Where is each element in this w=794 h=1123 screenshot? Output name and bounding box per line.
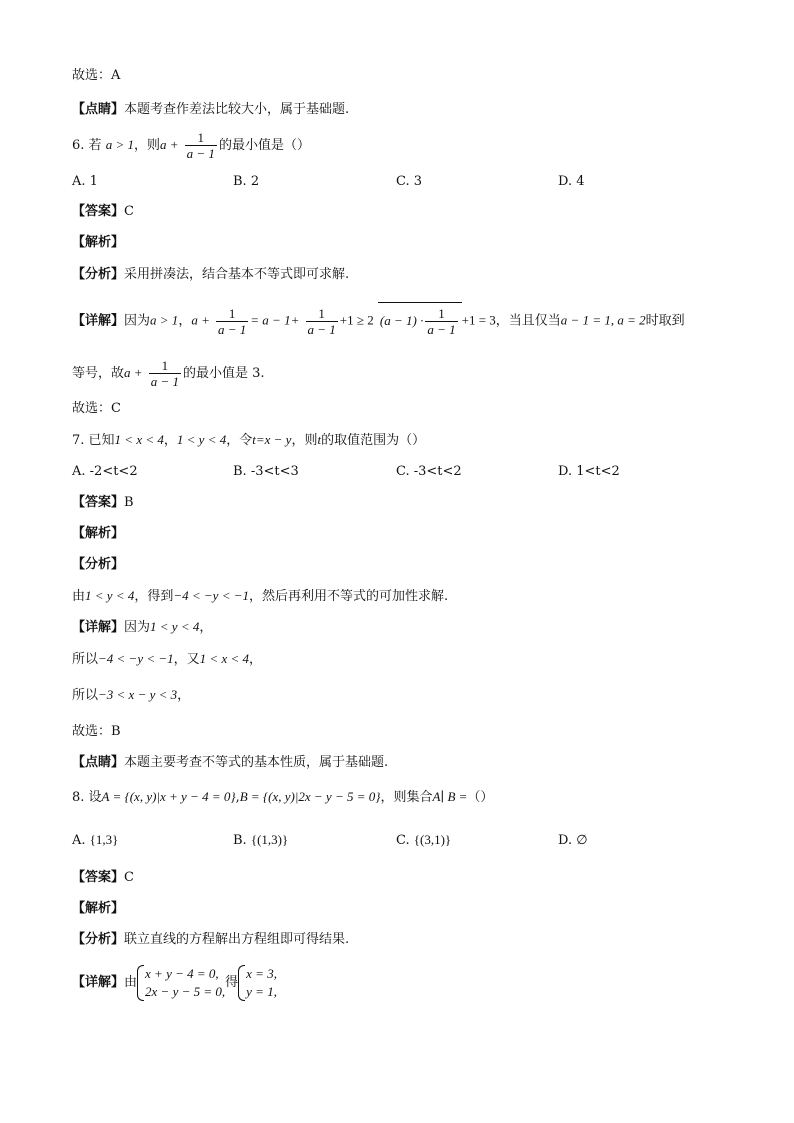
q8-system-2: x = 3, y = 1, xyxy=(238,965,277,1001)
q6-pre: 6. 若 xyxy=(72,138,102,153)
q6-expr: a + xyxy=(159,137,179,152)
q7-analysis-tag: 【分析】 xyxy=(72,557,125,572)
q7-step2: 所以−3 < x − y < 3， xyxy=(72,687,191,703)
q7-choose: 故选：B xyxy=(72,724,121,739)
q7-answer: 【答案】B xyxy=(72,495,134,510)
q8-option-b[interactable]: B. {(1,3)} xyxy=(233,832,289,848)
q6-sep: ，则 xyxy=(133,138,160,153)
q8-analysis: 【分析】联立直线的方程解出方程组即可得结果. xyxy=(72,932,350,947)
q6-choose: 故选：C xyxy=(72,401,121,416)
q8-option-d[interactable]: D. ∅ xyxy=(558,832,588,848)
q6-post: 的最小值是（） xyxy=(218,138,310,153)
q6-fraction: $\frac{1}{a - 1}$ xyxy=(186,130,215,161)
q6-option-a[interactable]: A. 1 xyxy=(72,174,98,189)
q6-analysis: 【分析】采用拼凑法，结合基本不等式即可求解. xyxy=(72,267,350,282)
q7-analysis: 由1 < y < 4，得到−4 < −y < −1，然后再利用不等式的可加性求解. xyxy=(72,588,449,604)
q6-stem xyxy=(72,130,310,161)
q6-option-c[interactable]: C. 3 xyxy=(396,174,423,189)
choose-a-line: 故选：A xyxy=(72,68,121,83)
q6-option-b[interactable]: B. 2 xyxy=(233,174,260,189)
q8-option-c[interactable]: C. {(3,1)} xyxy=(396,832,452,848)
q8-answer: 【答案】C xyxy=(72,870,134,885)
q8-jiexi: 【解析】 xyxy=(72,901,125,916)
q7-jiexi: 【解析】 xyxy=(72,526,125,541)
q7-step1: 所以−4 < −y < −1，又1 < x < 4， xyxy=(72,651,263,667)
note-text: 本题考查作差法比较大小，属于基础题. xyxy=(124,102,350,117)
q7-detail: 【详解】因为1 < y < 4， xyxy=(72,619,213,635)
q6-cond: a > 1 xyxy=(105,137,134,152)
q6-equality: 等号，故a + $\frac{1}{a - 1}$ 的最小值是 3. xyxy=(72,358,265,389)
q7-option-a[interactable]: A. -2<t<2 xyxy=(72,464,138,479)
q7-option-b[interactable]: B. -3<t<3 xyxy=(233,464,299,479)
q7-option-c[interactable]: C. -3<t<2 xyxy=(396,464,462,479)
q6-detail: 【详解】因为a > 1，a + $\frac{1}{a - 1}$ = a − 1+ $\frac{1}{a - 1}$ +1 ≥ 2 (a − 1) · $\frac{1}{a - 1}$ +1 = 3，当且仅当a − 1 = 1, a = 2时取到 xyxy=(72,302,685,340)
note-tag: 【点睛】 xyxy=(72,102,125,117)
q8-detail: 【详解】由 x + y − 4 = 0, 2x − y − 5 = 0, 得 x = 3, y = 1, xyxy=(72,965,277,999)
note-line xyxy=(72,100,349,120)
q7-option-d[interactable]: D. 1<t<2 xyxy=(558,464,620,479)
q8-option-a[interactable]: A. {1,3} xyxy=(72,832,119,848)
q8-system-1: x + y − 4 = 0, 2x − y − 5 = 0, xyxy=(137,965,225,1001)
q6-answer: 【答案】C xyxy=(72,204,134,219)
q7-note: 【点睛】本题主要考查不等式的基本性质，属于基础题. xyxy=(72,755,389,770)
q8-stem: 8. 设A = {(x, y)|x + y − 4 = 0},B = {(x, y)|2x − y − 5 = 0}，则集合A∣ B =（） xyxy=(72,789,494,805)
q7-stem: 7. 已知1 < x < 4，1 < y < 4，令t=x − y，则t的取值范围为（） xyxy=(72,432,426,448)
q6-jiexi: 【解析】 xyxy=(72,235,125,250)
q6-option-d[interactable]: D. 4 xyxy=(558,174,585,189)
